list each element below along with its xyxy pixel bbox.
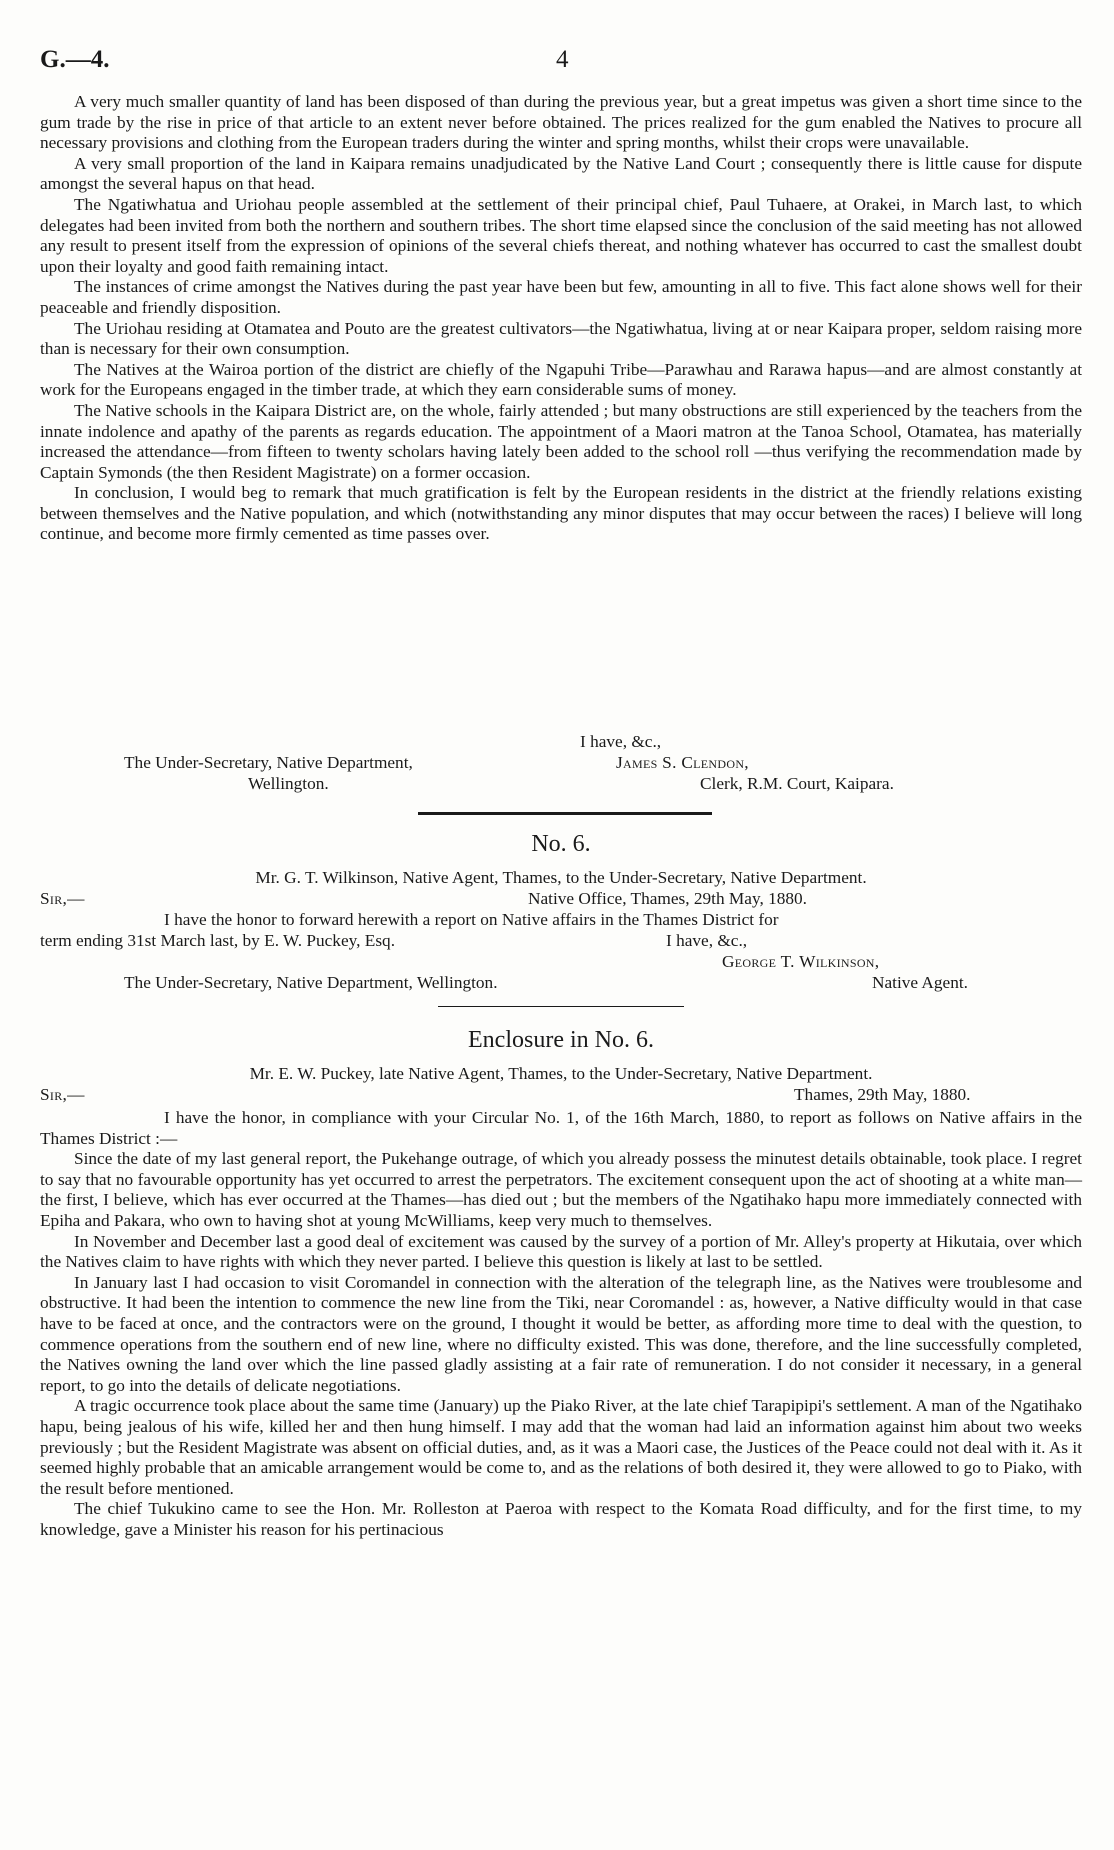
addressee-line: The Under-Secretary, Native Department, Wellington. — [124, 973, 498, 992]
paragraph: The Native schools in the Kaipara District are, on the whole, fairly attended ; but many obstructions are still experienced by the teachers from the innate indolence and apathy of the parents as regards education. The appointment of a Maori matron at the Tanoa School, Otamatea, has materially increased the attendance—from fifteen to twenty scholars having lately been added to the school roll —thus verifying the recommendation made by Captain Symonds (the then Resident Magistrate) on a former occasion. — [40, 400, 1082, 482]
signatory-title: Clerk, R.M. Court, Kaipara. — [700, 774, 894, 793]
section-divider-thick — [418, 812, 712, 815]
paragraph: The chief Tukukino came to see the Hon. Mr. Rolleston at Paeroa with respect to the Komata Road difficulty, and for the first time, to my knowledge, gave a Minister his reason for his pertinacious — [40, 1499, 1082, 1539]
place-date: Thames, 29th May, 1880. — [794, 1085, 971, 1104]
signatory-name: James S. Clendon, — [616, 753, 749, 772]
enclosure-header — [40, 1064, 1082, 1106]
no6-from-line: Mr. G. T. Wilkinson, Native Agent, Thames, to the Under-Secretary, Native Department. — [255, 868, 867, 887]
paragraph: A tragic occurrence took place about the same time (January) up the Piako River, at the late chief Tarapipipi's settlement. A man of the Ngatihako hapu, being jealous of his wife, killed her and then hung himself. I may add that the woman had laid an information against him about two weeks previously ; but the Resident Magistrate was absent on official duties, and, as it was a Maori case, the Justices of the Peace could not deal with it. As it seemed highly probable that an amicable arrangement would be come to, and as the relations of both desired it, they were allowed to go to Piako, with the result before mentioned. — [40, 1396, 1082, 1498]
paragraph: In conclusion, I would beg to remark that much gratification is felt by the European residents in the district at the friendly relations existing between themselves and the Native population, and which (notwithstanding any minor disputes that may occur between the races) I believe will long continue, and become more firmly cemented as time passes over. — [40, 483, 1082, 544]
paragraph: I have the honor, in compliance with your Circular No. 1, of the 16th March, 1880, to report as follows on Native affairs in the Thames District :— — [40, 1108, 1082, 1148]
salutation: Sir,— — [40, 889, 85, 908]
salutation: Sir,— — [40, 1085, 85, 1104]
paragraph: In January last I had occasion to visit Coromandel in connection with the alteration of the telegraph line, as the Natives were troublesome and obstructive. It had been the intention to commence the new line from the Tiki, near Coromandel : as, however, a Native difficulty would in that case have to be faced at once, and the contractors were on the ground, I thought it would be better, as affording more time to deal with the question, to commence operations from the southern end of new line, where no difficulty existed. This was done, therefore, and the line successfully completed, the Natives owning the land over which the line passed gladly assisting at a fair rate of remuneration. I do not consider it necessary, in a general report, to go into the details of delicate negotiations. — [40, 1272, 1082, 1395]
body-line: term ending 31st March last, by E. W. Puckey, Esq. — [40, 931, 396, 950]
paragraph: A very small proportion of the land in Kaipara remains unadjudicated by the Native Land Court ; consequently there is little cause for dispute amongst the several hapus on that head. — [40, 153, 1082, 194]
paragraph: The Natives at the Wairoa portion of the district are chiefly of the Ngapuhi Tribe—Parawhau and Rarawa hapus—and are almost constantly at work for the Europeans engaged in the timber trade, at which they earn considerable sums of money. — [40, 359, 1082, 400]
addressee-line: The Under-Secretary, Native Department, — [124, 753, 413, 772]
closing-line: I have, &c., — [666, 931, 748, 950]
page-number: 4 — [556, 46, 569, 73]
paragraph: In November and December last a good deal of excitement was caused by the survey of a portion of Mr. Alley's property at Hikutaia, over which the Natives claim to have rights with which they never parted. I believe this question is likely at last to be settled. — [40, 1231, 1082, 1272]
closing-line: I have, &c., — [580, 732, 662, 751]
paragraph: The Ngatiwhatua and Uriohau people assembled at the settlement of their principal chief, Paul Tuhaere, at Orakei, in March last, to which delegates had been invited from both the northern and southern tribes. The short time elapsed since the conclusion of the said meeting has not allowed any result to present itself from the expression of opinions of the several chiefs thereat, and nothing whatever has occurred to cast the smallest doubt upon their loyalty and good faith remaining intact. — [40, 194, 1082, 276]
paragraph: A very much smaller quantity of land has been disposed of than during the previous year, but a great impetus was given a short time since to the gum trade by the rise in price of that article to an extent never before obtained. The prices realized for the gum enabled the Natives to procure all necessary provisions and clothing from the European traders during the winter and spring months, whilst their crops were unavailable. — [40, 92, 1082, 153]
paragraph: The Uriohau residing at Otamatea and Pouto are the greatest cultivators—the Ngatiwhatua, living at or near Kaipara proper, seldom raising more than is necessary for their own consumption. — [40, 318, 1082, 359]
kaipara-signature-block — [40, 732, 1082, 795]
section-divider-thin — [438, 1006, 684, 1007]
addressee-city: Wellington. — [248, 774, 329, 793]
body-line: I have the honor to forward herewith a report on Native affairs in the Thames District for — [164, 910, 779, 929]
section-heading-enclosure: Enclosure in No. 6. — [468, 1027, 654, 1053]
kaipara-report-body — [40, 92, 1082, 545]
paragraph: The instances of crime amongst the Natives during the past year have been but few, amounting in all to five. This fact alone shows well for their peaceable and friendly disposition. — [40, 277, 1082, 317]
place-date: Native Office, Thames, 29th May, 1880. — [528, 889, 807, 908]
signatory-name: George T. Wilkinson, — [722, 952, 880, 971]
section-heading-no6: No. 6. — [531, 831, 591, 857]
enclosure-body — [40, 1108, 1082, 1540]
enclosure-from-line: Mr. E. W. Puckey, late Native Agent, Thames, to the Under-Secretary, Native Department. — [249, 1064, 873, 1083]
signatory-title: Native Agent. — [872, 973, 968, 992]
paragraph: Since the date of my last general report, the Pukehange outrage, of which you already possess the minutest details obtainable, took place. I regret to say that no favourable opportunity has yet occurred to arrest the perpetrators. The excitement consequent upon the act of shooting at a white man—the first, I believe, which has ever occurred at the Thames—has died out ; but the members of the Ngatihako hapu more immediately connected with Epiha and Pakara, who own to having shot at young McWilliams, keep very much to themselves. — [40, 1149, 1082, 1230]
paper-reference: G.—4. — [40, 46, 110, 73]
page-header — [40, 46, 1082, 80]
no6-body — [40, 868, 1082, 994]
